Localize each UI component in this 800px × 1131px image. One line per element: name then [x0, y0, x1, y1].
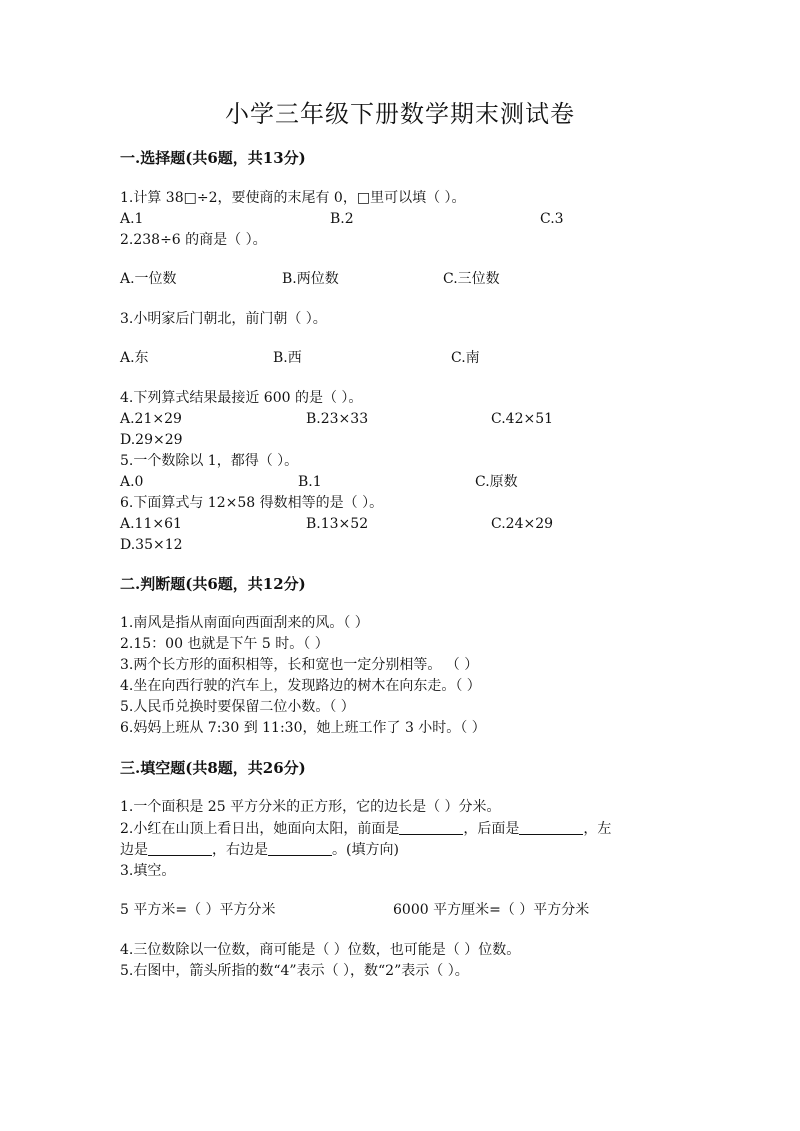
- judge-item-4: 4.坐在向西行驶的汽车上，发现路边的树木在向东走。（ ）: [120, 678, 481, 694]
- fill-q2-blank-left[interactable]: [148, 841, 212, 856]
- judge-item-1: 1.南风是指从南面向西面刮来的风。（ ）: [120, 615, 369, 631]
- judge-item-2: 2.15：00 也就是下午 5 时。（ ）: [120, 636, 329, 652]
- fill-question-2-line-1: [120, 819, 611, 839]
- choice-question-2: 2.238÷6 的商是（ ）。: [120, 232, 267, 248]
- section-heading-choice: 一.选择题(共6题，共13分): [120, 149, 306, 167]
- choice-2-option-b: B.两位数: [282, 271, 339, 287]
- choice-6-option-a: A.11×61: [120, 516, 182, 532]
- choice-5-option-a: A.0: [120, 474, 144, 490]
- choice-4-option-c: C.42×51: [491, 411, 554, 427]
- fill-question-5: 5.右图中，箭头所指的数“4”表示（ ），数“2”表示（ ）。: [120, 963, 469, 979]
- choice-3-option-b: B.西: [273, 350, 302, 366]
- choice-question-3: 3.小明家后门朝北，前门朝（ ）。: [120, 311, 327, 327]
- fill-question-1: 1.一个面积是 25 平方分米的正方形，它的边长是（ ）分米。: [120, 799, 501, 815]
- fill-q2-text-e: ，右边是: [212, 842, 268, 858]
- fill-q2-text-c: ，左: [583, 821, 612, 837]
- choice-6-option-c: C.24×29: [491, 516, 554, 532]
- fill-q2-text-f: 。(填方向): [332, 842, 399, 858]
- judge-item-6: 6.妈妈上班从 7:30 到 11:30，她上班工作了 3 小时。（ ）: [120, 720, 486, 736]
- choice-1-option-b: B.2: [330, 211, 354, 227]
- choice-5-option-b: B.1: [298, 474, 322, 490]
- choice-question-6: 6.下面算式与 12×58 得数相等的是（ ）。: [120, 495, 384, 511]
- fill-q2-blank-back[interactable]: [519, 820, 583, 835]
- fill-question-3: 3.填空。: [120, 863, 176, 879]
- choice-4-option-a: A.21×29: [120, 411, 182, 427]
- fill-q2-text-a: 2.小红在山顶上看日出，她面向太阳，前面是: [120, 821, 400, 837]
- choice-question-1: 1.计算 38□÷2，要使商的末尾有 0，□里可以填（ ）。: [120, 190, 466, 206]
- page-title: 小学三年级下册数学期末测试卷: [225, 100, 575, 128]
- choice-1-option-c: C.3: [540, 211, 564, 227]
- choice-4-option-d: D.29×29: [120, 432, 183, 448]
- judge-item-5: 5.人民币兑换时要保留二位小数。（ ）: [120, 699, 355, 715]
- fill-q2-text-b: ，后面是: [463, 821, 520, 837]
- fill-q2-text-d: 边是: [120, 842, 148, 858]
- choice-question-5: 5.一个数除以 1，都得（ ）。: [120, 453, 299, 469]
- section-heading-judge: 二.判断题(共6题，共12分): [120, 575, 306, 593]
- choice-2-option-a: A.一位数: [120, 271, 177, 287]
- choice-2-option-c: C.三位数: [443, 271, 500, 287]
- choice-6-option-b: B.13×52: [306, 516, 369, 532]
- fill-question-2-line-2: [120, 840, 399, 860]
- fill-question-4: 4.三位数除以一位数，商可能是（ ）位数，也可能是（ ）位数。: [120, 942, 521, 958]
- judge-item-3: 3.两个长方形的面积相等，长和宽也一定分别相等。 （ ）: [120, 657, 479, 673]
- choice-3-option-c: C.南: [451, 350, 480, 366]
- choice-3-option-a: A.东: [120, 350, 149, 366]
- section-heading-fill: 三.填空题(共8题，共26分): [120, 759, 306, 777]
- choice-4-option-b: B.23×33: [306, 411, 369, 427]
- fill-q2-blank-right[interactable]: [268, 841, 332, 856]
- fill-q3-part-a: 5 平方米=（ ）平方分米: [120, 902, 276, 918]
- choice-6-option-d: D.35×12: [120, 537, 183, 553]
- choice-question-4: 4.下列算式结果最接近 600 的是（ ）。: [120, 390, 363, 406]
- fill-q2-blank-front[interactable]: [399, 820, 463, 835]
- fill-q3-part-b: 6000 平方厘米=（ ）平方分米: [393, 902, 590, 918]
- choice-1-option-a: A.1: [120, 211, 144, 227]
- choice-5-option-c: C.原数: [475, 474, 518, 490]
